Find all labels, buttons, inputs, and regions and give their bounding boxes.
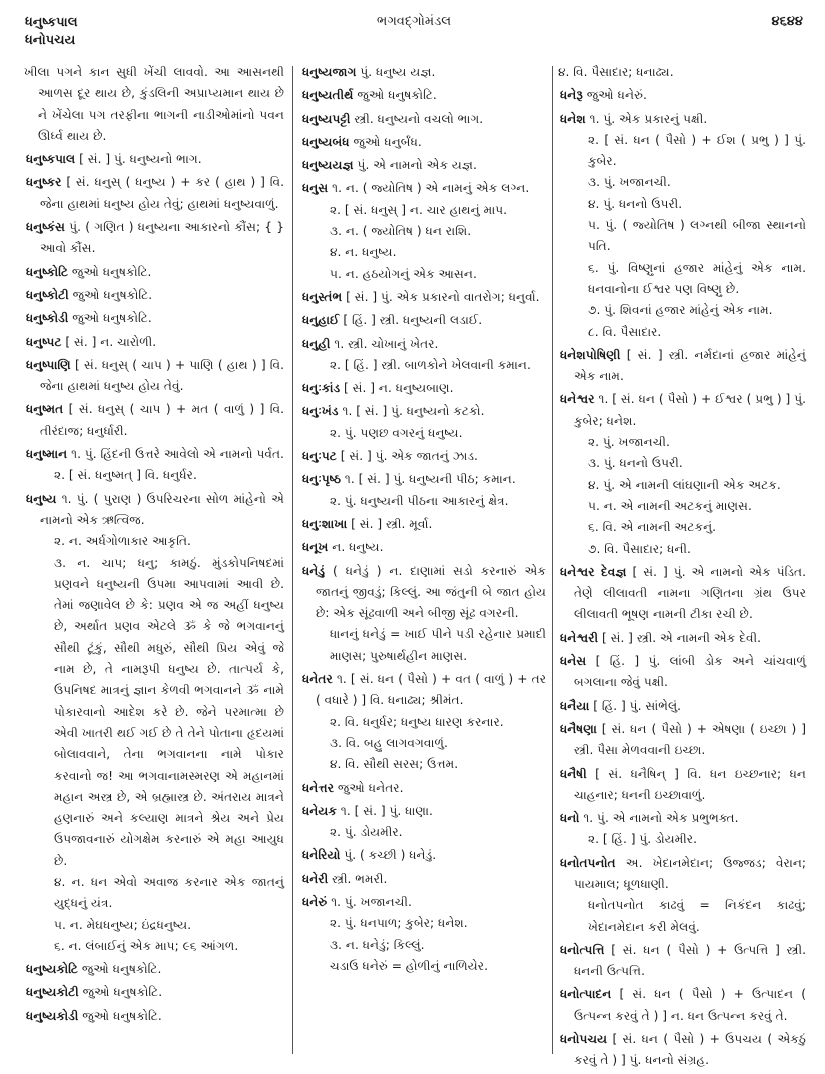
headword: ધનુષ્કંસ xyxy=(26,220,66,235)
definition: ૧. [ સં. ધન ( પૈસો ) + વત ( વાળું ) + તર ( વધારે ) ] વિ. ધનાઢ્ય; શ્રીમંત. xyxy=(316,672,547,708)
definition: [ સં. ] પું. એક જાતનું ઝાડ. xyxy=(340,449,478,464)
headword: ધનેશ xyxy=(560,111,586,126)
definition: [ સં. ] ન. ચારોળી. xyxy=(65,334,157,349)
definition: ૧. પું. એ નામનો એક પ્રભુભક્ત. xyxy=(583,811,739,826)
headword: ધનોતપનોત xyxy=(560,855,616,870)
definition: ખીલા પગને કાન સુધી ખેંચી લાવવો. આ આસનથી આળસ દૂર થાય છે, કુંડલિની અપ્રાપ્યમાન થાય છે ને ખેંચેલા પગ તરફીના ભાગની નાડીઓમાંનો પવન ઊર્ધ્વ થાય છે. xyxy=(24,65,284,143)
headword: ધનુઃપૃષ્ઠ xyxy=(302,472,342,487)
headword: ધનૈષણા xyxy=(560,721,597,736)
definition: [ સં. ધન ( પૈસો ) + એષણા ( ઇચ્છા ) ] સ્ત્રી. પૈસા મેળવવાની ઇચ્છા. xyxy=(574,721,806,758)
headword: ધનુઃકાંડ xyxy=(302,381,341,396)
headword: ધનુષ્યયજ્ઞ xyxy=(302,158,354,173)
definition: ૧. પું. હિંદની ઉત્તરે આવેલો એ નામનો પર્વત. xyxy=(71,447,284,462)
definition: [ સં. ધન ( પૈસો ) + ઉત્પત્તિ ] સ્ત્રી. ધનની ઉત્પત્તિ. xyxy=(574,942,806,979)
dictionary-entry xyxy=(302,85,546,106)
headword: ધનેરૂ xyxy=(560,88,583,103)
sense: ૨. પું. ખજાનચી. xyxy=(588,435,670,450)
headword: ધનુઃપટ xyxy=(302,449,337,464)
definition: [ સં. ] પું. એ નામનો એક પંડિત. તેણે લીલાવતી નામના ગણિતના ગ્રંથ ઉપર લીલાવતી ભૂષણ નામની ટીકા રચી છે. xyxy=(574,564,807,622)
dictionary-entry xyxy=(302,869,546,890)
book-title: ભગવદ્ગોમંડલ xyxy=(376,14,452,29)
sense: ૫. ન. એ નામની અટકનું માણસ. xyxy=(588,498,752,513)
sense: ૪. ન. ધનુષ્ય. xyxy=(330,245,397,260)
sense: ૨. [ હિં. ] સ્ત્રી. બાળકોને ખેલવાની કમાન. xyxy=(330,357,531,372)
sense: ૨. [ સં. ધન ( પૈસો ) + ઈશ ( પ્રભુ ) ] પું. કુબેર. xyxy=(588,132,806,169)
dictionary-entry xyxy=(560,651,806,694)
dictionary-entry xyxy=(302,132,546,153)
definition: ૪. વિ. પૈસાદાર; ધનાઢ્ય. xyxy=(558,65,674,79)
sense: ૩. ન. ( જ્યોતિષ ) ધન રાશિ. xyxy=(330,224,472,239)
column-1 xyxy=(26,62,284,1029)
running-header xyxy=(25,14,803,54)
definition: [ સં. ધનુસ્ ( ધનુષ્ય ) + કર ( હાથ ) ] વિ. જેના હાથમાં ધનુષ્ય હોય તેવું; હાથમાં ધનુષ્યવાળું. xyxy=(40,175,284,211)
definition: જુઓ ધનુષકોટિ. xyxy=(72,311,152,326)
dictionary-entry xyxy=(26,959,284,980)
sense: ૪. ન. ધન એવો અવાજ કરનાર એક જાતનું યુદ્ધનું યંત્ર. xyxy=(54,874,284,911)
dictionary-entry xyxy=(26,308,284,329)
dictionary-entry xyxy=(560,562,806,626)
sense: ૩. ન. ધનેડું; કિલ્લું. xyxy=(330,937,425,952)
sense: ૮. વિ. પૈસાદાર. xyxy=(588,324,662,339)
definition: [ સં. ધનુસ્ ( ચાપ ) + મત ( વાળું ) ] વિ. તીરંદાજ; ધનુર્ધારી. xyxy=(40,402,284,438)
definition: જુઓ ધનેતર. xyxy=(337,780,404,795)
dictionary-entry xyxy=(26,982,284,1003)
sense: ૪. વિ. સૌથી સરસ; ઉત્તમ. xyxy=(330,757,459,772)
definition: સ્ત્રી. ધનુષ્યનો વચલો ભાગ. xyxy=(354,111,484,126)
sense: ૨. પું. ધનુષ્યની પીઠના આકારનું ક્ષેત્ર. xyxy=(330,493,509,508)
headword: ધનોત્પત્તિ xyxy=(560,942,605,957)
headword: ધનુષ્યકોટી xyxy=(26,985,79,1000)
dictionary-entry xyxy=(560,62,806,83)
dictionary-entry xyxy=(560,109,806,343)
dictionary-entry xyxy=(26,444,284,487)
sense: ૩. પું. ખજાનચી. xyxy=(588,175,671,190)
headword: ધનુઃશાખા xyxy=(302,516,348,531)
definition: ( ધનેડું ) ન. દાણામાં સડો કરનારું એક જાતનું જીવડું; કિલ્લું. આ જંતુની બે જાત હોય છે: એક સૂંઢવાળી અને બીજી સૂંઢ વગરની. xyxy=(316,563,546,621)
sense: ૨. પું. પણછ વગરનું ધનુષ્ય. xyxy=(330,425,463,440)
sense: ૩. ન. ચાપ; ધનુ; કામઠું. મુંડકોપનિષદમાં પ્રણવને ધનુષ્યની ઉપમા આપવામાં આવી છે. તેમાં જણાવેલ છે કે: પ્રણવ એ જ અહીં ધનુષ્ય છે, અર્થાત પ્રણવ એટલે ૐ કે જે ભગવાનનું સૌથી ટૂંકું, સૌથી મધુરું, સૌથી પ્રિય એવું જે નામ છે, તે નામરૂપી ધનુષ્ય છે. તાત્પર્ય કે, ઉપનિષદ માત્રનું જ્ઞાન કેળવી ભગવાનને ૐ નામે પોકારવાનો આદેશ કરે છે. જેને પરમાત્મા છે એવી ખાતરી થઈ ગઈ છે તે તેને પોતાના હૃદયમાં બોલાવવાને, તેના ભગવાનના નામે પોકાર કરવાનો જ! આ ભગવાનામસ્મરણ એ મહાનમાં મહાન અસ્ત્ર છે, એ બ્રહ્માસ્ત્ર છે. અંતરાય માત્રને હણનારું અને કલ્યાણ માત્રને શ્રેય અને પ્રેય ઉપજાવનારું યોગક્ષેમ કરનારું એ મહા આયુધ છે. xyxy=(54,555,284,868)
headword: ધનેરી xyxy=(302,871,329,886)
headword: ધનેશ્વર દેવજ્ઞ xyxy=(560,564,627,579)
definition: [ સં. ધનુસ્ ( ચાપ ) + પાણિ ( હાથ ) ] વિ. જેના હાથમાં ધનુષ્ય હોય તેવું. xyxy=(40,357,285,394)
headword: ધનુષ્કોટિ xyxy=(26,264,69,279)
definition: ૧. ન. ( જ્યોતિષ ) એ નામનું એક લગ્ન. xyxy=(332,181,530,196)
dictionary-entry xyxy=(26,262,284,283)
definition: જુઓ ધનુષકોટિ. xyxy=(72,287,153,302)
headword: ધનેશ્વરી xyxy=(560,630,599,645)
dictionary-entry xyxy=(302,669,546,775)
dictionary-entry xyxy=(560,628,806,649)
dictionary-entry xyxy=(302,778,546,799)
definition: જુઓ ધનુષકોટિ. xyxy=(71,264,152,279)
dictionary-entry xyxy=(302,109,546,130)
definition: [ સં. ] સ્ત્રી. મૂર્વા. xyxy=(351,516,433,531)
headword: ધનેશ્વર xyxy=(560,392,595,407)
sense: ચડાઉ ધનેરું = હોળીનું નાળિયેર. xyxy=(330,958,488,973)
definition: [ હિં. ] પું. સાંભેલું. xyxy=(593,698,682,713)
definition: ન. ધનુષ્ય. xyxy=(332,540,384,555)
sense: ૨. [ હિં. ] પું. ડોયમીર. xyxy=(588,832,697,847)
sense: ૫. ન. હઠયોગનું એક આસન. xyxy=(330,266,477,281)
dictionary-entry xyxy=(302,62,546,83)
definition: ૧. [ સં. ] પું. ધનુષ્યનો કટકો. xyxy=(342,404,485,419)
definition: ૧. પું. ( પુરાણ ) ઉપરિચરના સોળ માંહેનો એ નામનો એક ઋત્વિજ. xyxy=(40,491,284,527)
dictionary-entry xyxy=(26,355,284,398)
sense: ૨. [ સં. ધનુષ્મત્ ] વિ. ધનુર્ધર. xyxy=(54,468,197,483)
definition: [ સં. ] પું. એક પ્રકારનો વાતરોગ; ધનુર્વા. xyxy=(346,289,540,304)
dictionary-entry xyxy=(26,217,284,260)
headword: ધનુષ્કપાલ xyxy=(26,152,76,167)
headword: ધનેડું xyxy=(302,563,326,578)
headword: ધનૈયા xyxy=(560,698,590,713)
dictionary-entry xyxy=(560,85,806,106)
definition: [ હિં. ] સ્ત્રી. ધનુષ્યની લડાઈ. xyxy=(343,313,483,328)
dictionary-entry xyxy=(302,401,546,444)
sense: ૪. પું. એ નામની લાંઘણાની એક અટક. xyxy=(588,477,781,492)
dictionary-entry xyxy=(302,801,546,844)
dictionary-entry xyxy=(26,149,284,170)
definition: ૧. [ સં. ધન ( પૈસો ) + ઈશ્વર ( પ્રભુ ) ] પું. કુબેર; ધનેશ. xyxy=(574,392,807,428)
definition: [ સં. ધનૈષિન્ ] વિ. ધન ઇચ્છનાર; ધન ચાહનાર; ધનની ઇચ્છાવાળું. xyxy=(574,766,806,802)
definition: સ્ત્રી. ભમરી. xyxy=(332,871,388,886)
definition: ૧. [ સં. ] પું. ધાણા. xyxy=(340,803,433,818)
sense: ૩. વિ. બહુ લાગવગવાળું. xyxy=(330,735,448,750)
headword: ધનુષ્કોડી xyxy=(26,311,69,326)
dictionary-entry xyxy=(302,514,546,535)
definition: ૧. પું. ખજાનચી. xyxy=(331,894,412,909)
headword: ધનુષ્પાણિ xyxy=(26,357,71,372)
definition: [ સં. ] ન. ધનુષ્યબાણ. xyxy=(344,381,454,396)
dictionary-entry xyxy=(302,469,546,512)
dictionary-entry xyxy=(302,892,546,977)
dictionary-entry xyxy=(26,285,284,306)
dictionary-entry xyxy=(302,845,546,866)
headword: ધનેયક xyxy=(302,803,337,818)
definition: [ સં. ધન ( પૈસો ) + ઉપચય ( એકઠું કરવું તે ) ] પું. ધનનો સંગ્રહ. xyxy=(574,1032,807,1068)
dictionary-entry xyxy=(560,1029,806,1072)
sense: ધનોતપનોત કાઢવું = નિકંદન કાઢવું; ખેદાનમેદાન કરી મેલવું. xyxy=(588,898,806,934)
headword: ધનુષ્યજાગ xyxy=(302,65,357,79)
dictionary-entry xyxy=(26,399,284,442)
headword: ધનો xyxy=(560,811,580,826)
definition: જુઓ ધનુષકોટિ. xyxy=(81,962,162,977)
headword: ધનુહી xyxy=(302,336,331,351)
definition: પું. એ નામનો એક યજ્ઞ. xyxy=(357,158,477,173)
dictionary-entry xyxy=(302,178,546,284)
headword: ધનુષ્પટ xyxy=(26,334,62,349)
dictionary-entry xyxy=(26,489,284,958)
column-divider xyxy=(552,66,553,1054)
dictionary-entry xyxy=(560,389,806,559)
sense: ૨. વિ. ધનુર્ધર; ધનુષ્ય ધારણ કરનાર. xyxy=(330,714,504,729)
definition: જુઓ ધનુષકોટિ. xyxy=(82,985,163,1000)
headword: ધનોત્પાદન xyxy=(560,987,612,1002)
sense: ૨. [ સં. ધનુસ્ ] ન. ચાર હાથનું માપ. xyxy=(330,202,507,217)
definition: પું. ધનુષ્ય યજ્ઞ. xyxy=(360,65,436,79)
sense: ૭. વિ. પૈસાદાર; ધની. xyxy=(588,541,691,556)
headword: ધનુષ્કર xyxy=(26,175,62,190)
headword: ધનુસ્તંભ xyxy=(302,289,343,304)
dictionary-entry xyxy=(560,345,806,388)
headword: ધનુષ્યપટ્ટી xyxy=(302,111,351,126)
column-2 xyxy=(302,62,546,979)
guide-word-last: ધનોપચય xyxy=(25,33,76,48)
headword: ધનુષ્કોટી xyxy=(26,287,69,302)
headword: ધનેસ xyxy=(560,654,587,669)
dictionary-entry xyxy=(560,940,806,983)
dictionary-entry xyxy=(302,561,546,667)
dictionary-entry xyxy=(302,287,546,308)
dictionary-entry xyxy=(26,172,284,215)
definition: [ સં. ધન ( પૈસો ) + ઉત્પાદન ( ઉત્પન્ન કરવું તે ) ] ન. ધન ઉત્પન્ન કરવું તે. xyxy=(574,987,806,1023)
dictionary-entry xyxy=(560,808,806,851)
guide-word-first: ધનુષ્કપાલ xyxy=(25,15,78,30)
dictionary-entry xyxy=(302,334,546,377)
headword: ધનુઃખંડ xyxy=(302,404,339,419)
sense: ૩. પું. ધનનો ઉપરી. xyxy=(588,456,683,471)
dictionary-entry xyxy=(302,537,546,558)
dictionary-entry xyxy=(302,446,546,467)
headword: ધનેતર xyxy=(302,672,333,687)
dictionary-entry xyxy=(26,62,284,147)
definition: [ સં. ] પું. ધનુષ્યનો ભાગ. xyxy=(79,152,202,167)
dictionary-entry xyxy=(560,719,806,762)
headword: ધનેશપોષિણી xyxy=(560,347,621,362)
dictionary-entry xyxy=(26,332,284,353)
headword: ધનુષ્યકોટિ xyxy=(26,962,79,977)
headword: ધનૂખ xyxy=(302,540,329,555)
definition: જુઓ ધનુષકોટિ. xyxy=(357,88,437,103)
dictionary-entry xyxy=(560,853,806,938)
definition: જુઓ ધનુષકોટિ. xyxy=(82,1008,162,1023)
column-3 xyxy=(560,62,806,1074)
headword: ધનેરું xyxy=(302,894,328,909)
definition: પું. ( ગણિત ) ધનુષ્યના આકારનો કૌંસ; { } આવો કૌંસ. xyxy=(40,220,284,256)
headword: ધનૈષી xyxy=(560,766,587,781)
headword: ધનુષ્યતીર્થ xyxy=(302,88,354,103)
headword: ધનુષ્મત xyxy=(26,402,64,417)
sense: ૨. પું. ડોયમીર. xyxy=(330,825,403,840)
headword: ધનુષ્ય xyxy=(26,491,57,506)
definition: ૧. સ્ત્રી. ચોખાનું ખેતર. xyxy=(334,336,439,351)
definition: [ સં. ] સ્ત્રી. નર્મદાનાં હજાર માંહેનું એક નામ. xyxy=(574,347,807,384)
definition: ૧. [ સં. ] પું. ધનુષ્યની પીઠ; કમાન. xyxy=(344,472,516,487)
headword: ધનુષ્યકોડી xyxy=(26,1008,79,1023)
definition: [ સં. ] સ્ત્રી. એ નામની એક દેવી. xyxy=(601,630,761,645)
definition: [ હિં. ] પું. લાંબી ડોક અને ચાંચવાળું બગલાના જેવું પક્ષી. xyxy=(574,654,807,690)
dictionary-entry xyxy=(302,310,546,331)
definition: ૧. પું. એક પ્રકારનું પક્ષી. xyxy=(589,111,708,126)
dictionary-entry xyxy=(302,155,546,176)
sense: ધાનનું ધનેડું = ખાઈ પીને પડી રહેનાર પ્રમાદી માણસ; પુરુષાર્થહીન માણસ. xyxy=(330,627,546,663)
headword: ધનુસ xyxy=(302,181,329,196)
dictionary-entry xyxy=(26,1006,284,1027)
definition: જુઓ ધનુર્બંધ. xyxy=(353,134,422,149)
definition: પું. ( કચ્છી ) ધનેડું. xyxy=(344,848,437,863)
sense: ૪. પું. ધનનો ઉપરી. xyxy=(588,196,683,211)
headword: ધનેરિયો xyxy=(302,848,341,863)
headword: ધનુષ્માન xyxy=(26,447,68,462)
sense: ૬. પું. વિષ્ણુનાં હજાર માંહેનું એક નામ. ધનવાનોના ઈશ્વર પણ વિષ્ણુ છે. xyxy=(588,260,806,296)
sense: ૫. પું. ( જ્યોતિષ ) લગ્નથી બીજા સ્થાનનો પતિ. xyxy=(588,218,806,254)
sense: ૨. ન. અર્ધગોળાકાર આકૃતિ. xyxy=(54,534,191,549)
sense: ૬. ન. લંબાઈનું એક માપ; ૯૬ આંગળ. xyxy=(54,938,239,953)
headword: ધનેત્તર xyxy=(302,780,335,795)
dictionary-entry xyxy=(302,378,546,399)
definition: અ. ખેદાનમેદાન; ઉજ્જડ; વેરાન; પાયમાલ; ધૂળધાણી. xyxy=(574,855,807,891)
page-number: ૪૬૪૪ xyxy=(771,14,803,29)
dictionary-entry xyxy=(560,764,806,807)
sense: ૫. ન. મેઘધનુષ્ય; ઇંદ્રધનુષ્ય. xyxy=(54,917,192,932)
column-divider xyxy=(292,66,293,1054)
dictionary-entry xyxy=(560,696,806,717)
definition: જુઓ ધનેરું. xyxy=(586,88,647,103)
headword: ધનુહાઈ xyxy=(302,313,340,328)
headword: ધનુષ્યબંધ xyxy=(302,134,350,149)
dictionary-entry xyxy=(560,984,806,1027)
headword: ધનોપચય xyxy=(560,1032,608,1047)
sense: ૬. વિ. એ નામની અટકનું. xyxy=(588,520,717,535)
sense: ૨. પું. ધનપાળ; કુબેર; ધનેશ. xyxy=(330,916,468,931)
sense: ૭. પું. શિવનાં હજાર માંહેનું એક નામ. xyxy=(588,303,773,318)
